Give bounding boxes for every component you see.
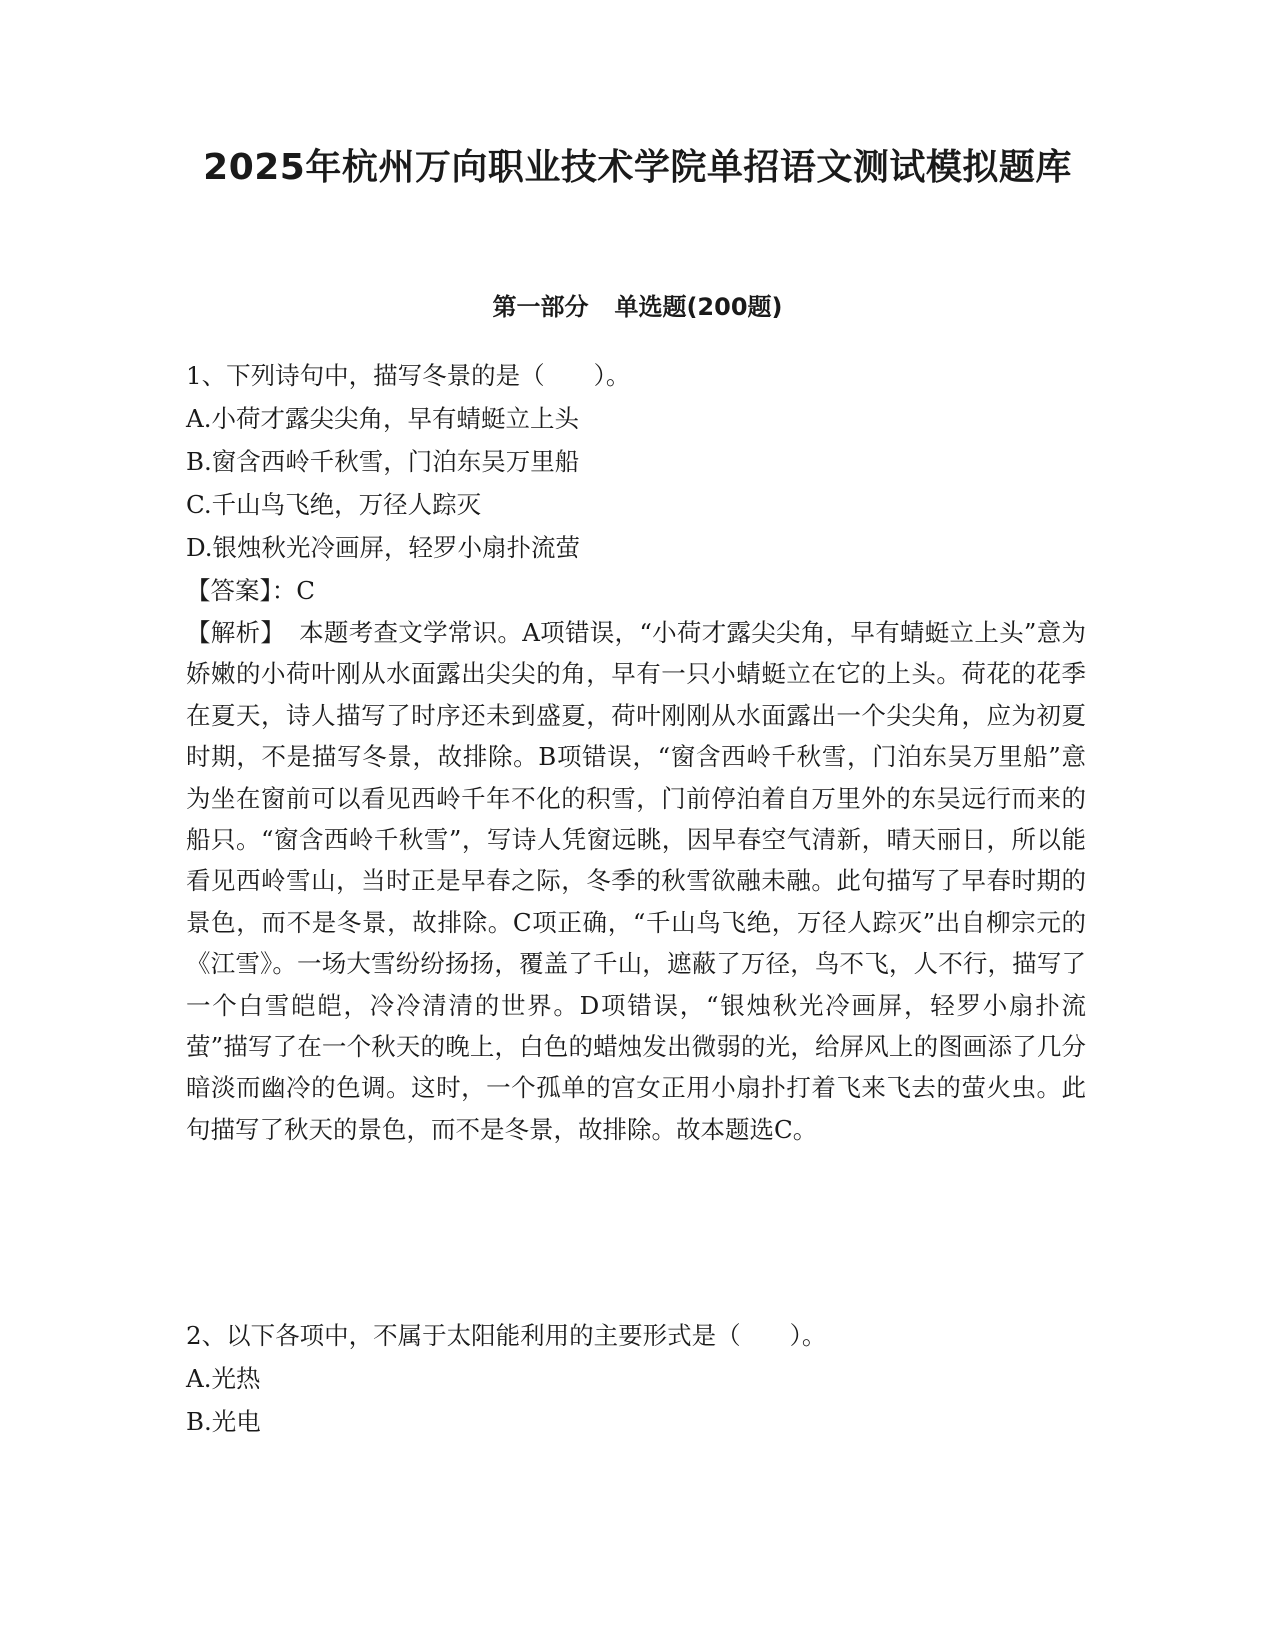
answer-value: C [296,576,315,605]
explanation [186,612,1086,1150]
option-a: A.光热 [186,1364,261,1393]
question-stem: 1、下列诗句中，描写冬景的是（ ）。 [186,361,631,390]
section-name: 单选题(200题) [614,293,783,321]
answer-line [186,569,1086,612]
question-1 [186,354,1086,1150]
question-stem: 2、以下各项中，不属于太阳能利用的主要形式是（ ）。 [186,1321,827,1350]
option-a: A.小荷才露尖尖角，早有蜻蜓立上头 [186,404,579,433]
question-2 [186,1314,1086,1443]
answer-label: 【答案】： [186,576,297,605]
option-d: D.银烛秋光冷画屏，轻罗小扇扑流萤 [186,533,581,562]
option-b: B.窗含西岭千秋雪，门泊东吴万里船 [186,447,580,476]
document-title: 2025年杭州万向职业技术学院单招语文测试模拟题库 [203,147,1072,188]
option-c: C.千山鸟飞绝，万径人踪灭 [186,490,482,519]
section-part: 第一部分 [492,293,589,321]
explanation-text: 本题考查文学常识。A项错误，“小荷才露尖尖角，早有蜻蜓立上头”意为娇嫩的小荷叶刚从水面露出尖尖的角，早有一只小蜻蜓立在它的上头。荷花的花季在夏天，诗人描写了时序还未到盛夏，荷叶刚刚从水面露出一个尖尖角，应为初夏时期，不是描写冬景，故排除。B项错误，“窗含西岭千秋雪，门泊东吴万里船”意为坐在窗前可以看见西岭千年不化的积雪，门前停泊着自万里外的东吴远行而来的船只。“窗含西岭千秋雪”，写诗人凭窗远眺，因早春空气清新，晴天丽日，所以能看见西岭雪山，当时正是早春之际，冬季的秋雪欲融未融。此句描写了早春时期的景色，而不是冬景，故排除。C项正确，“千山鸟飞绝，万径人踪灭”出自柳宗元的《江雪》。一场大雪纷纷扬扬，覆盖了千山，遮蔽了万径，鸟不飞，人不行，描写了一个白雪皑皑，冷冷清清的世界。D项错误，“银烛秋光冷画屏，轻罗小扇扑流萤”描写了在一个秋天的晚上，白色的蜡烛发出微弱的光，给屏风上的图画添了几分暗淡而幽冷的色调。这时，一个孤单的宫女正用小扇扑打着飞来飞去的萤火虫。此句描写了秋天的景色，而不是冬景，故排除。故本题选C。 [186,618,1086,1144]
explanation-label: 【解析】 [186,618,286,647]
section-heading [0,290,1275,324]
option-b: B.光电 [186,1407,261,1436]
